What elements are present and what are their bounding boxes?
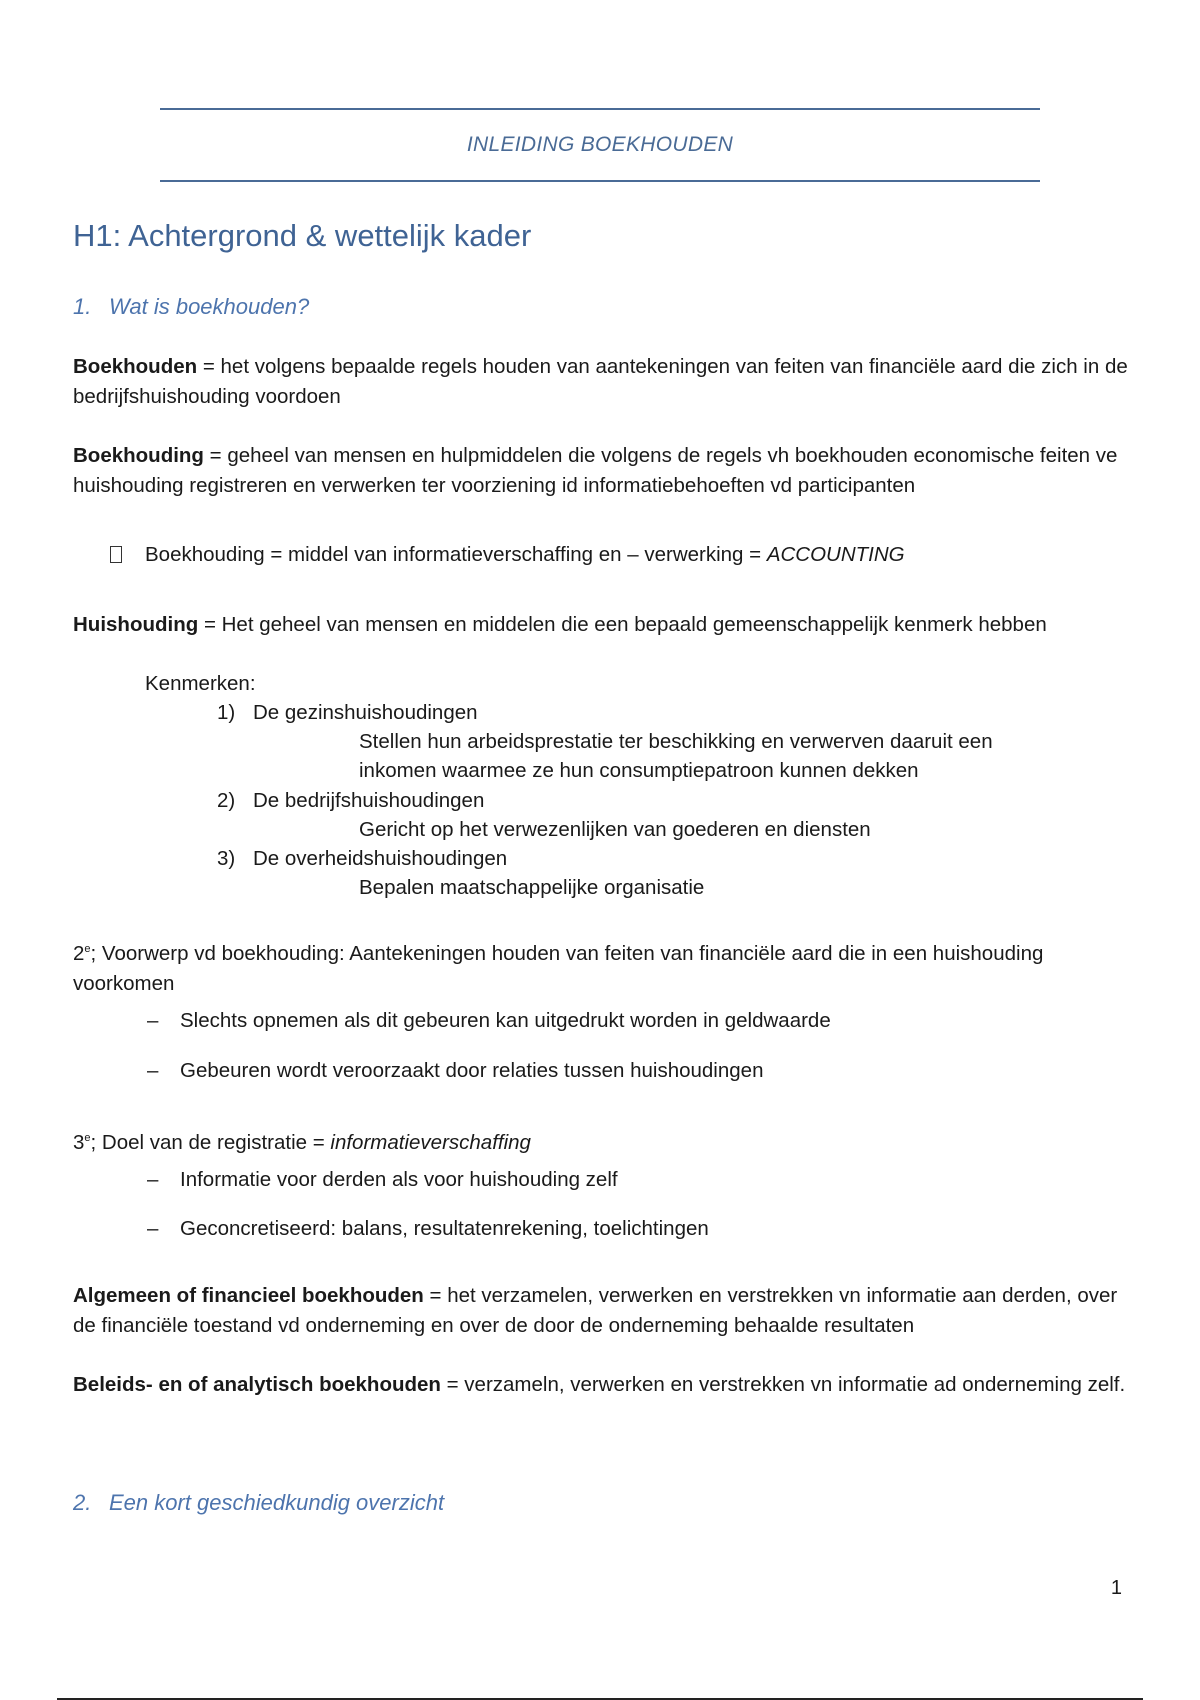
section-1-number: 1. bbox=[73, 294, 92, 319]
kenmerk-1-title: De gezinshuishoudingen bbox=[253, 701, 478, 724]
section-1-title: Wat is boekhouden? bbox=[109, 294, 310, 319]
kenmerk-2-number: 2) bbox=[217, 789, 236, 812]
term-beleid: Beleids- en of analytisch boekhouden bbox=[73, 1373, 441, 1396]
kenmerk-1-desc-line2: inkomen waarmee ze hun consumptiepatroon kunnen dekken bbox=[359, 759, 919, 782]
doel-text: ; Doel van de registratie = bbox=[90, 1130, 331, 1154]
section-2-heading bbox=[73, 1490, 444, 1516]
term-algemeen: Algemeen of financieel boekhouden bbox=[73, 1284, 424, 1307]
voorwerp-prefix: 2 bbox=[73, 941, 85, 965]
definition-algemeen-text: = het verzamelen, verwerken en verstrekken vn informatie aan derden, over de financiële toestand vd onderneming en over de door de onderneming behaalde resultaten bbox=[73, 1284, 1118, 1337]
definition-beleid bbox=[73, 1370, 1133, 1400]
checkbox-bullet-icon bbox=[110, 546, 122, 563]
definition-boekhouden bbox=[73, 352, 1133, 412]
doel-bullet-1: Informatie voor derden als voor huishouding zelf bbox=[180, 1168, 618, 1191]
definition-huishouding-text: = Het geheel van mensen en middelen die een bepaald gemeenschappelijk kenmerk hebben bbox=[198, 613, 1047, 636]
kenmerk-3-number: 3) bbox=[217, 847, 236, 870]
kenmerken-label: Kenmerken: bbox=[145, 672, 256, 695]
doel-bullet-2: Geconcretiseerd: balans, resultatenrekening, toelichtingen bbox=[180, 1217, 709, 1240]
kenmerk-2-title: De bedrijfshuishoudingen bbox=[253, 789, 485, 812]
voorwerp-text: ; Voorwerp vd boekhouding: Aantekeningen houden van feiten van financiële aard die in een huishouding voorkomen bbox=[73, 941, 1044, 995]
term-boekhouding: Boekhouding bbox=[73, 444, 204, 467]
definition-huishouding bbox=[73, 610, 1133, 640]
doel-bullet-1-dash: – bbox=[147, 1168, 159, 1191]
doel-bullet-2-dash: – bbox=[147, 1217, 159, 1240]
term-boekhouden: Boekhouden bbox=[73, 355, 198, 378]
kenmerk-1-number: 1) bbox=[217, 701, 236, 724]
kenmerk-3-title: De overheidshuishoudingen bbox=[253, 847, 508, 870]
doel-prefix: 3 bbox=[73, 1130, 85, 1154]
kenmerk-1-desc-line1: Stellen hun arbeidsprestatie ter beschikking en verwerven daaruit een bbox=[359, 730, 993, 753]
doel-line bbox=[73, 1124, 531, 1157]
doel-sup: e bbox=[84, 1132, 91, 1144]
voorwerp-sup: e bbox=[84, 943, 91, 955]
voorwerp-bullet-1-dash: – bbox=[147, 1009, 159, 1032]
section-1-heading bbox=[73, 294, 309, 320]
doel-italic: informatieverschaffing bbox=[330, 1130, 531, 1154]
definition-boekhouden-text: = het volgens bepaalde regels houden van aantekeningen van feiten van financiële aard die zich in de bedrijfshuishouding voordoen bbox=[73, 355, 1128, 408]
page-number: 1 bbox=[1110, 1577, 1122, 1599]
voorwerp-paragraph bbox=[73, 934, 1133, 999]
definition-boekhouding bbox=[73, 441, 1133, 501]
term-huishouding: Huishouding bbox=[73, 613, 199, 636]
kenmerk-2-desc-line1: Gericht op het verwezenlijken van goederen en diensten bbox=[359, 818, 871, 841]
header-top-rule bbox=[160, 108, 1040, 110]
accounting-italic: ACCOUNTING bbox=[766, 543, 905, 566]
accounting-text: Boekhouding = middel van informatieverschaffing en – verwerking = bbox=[145, 543, 767, 566]
definition-boekhouding-text: = geheel van mensen en hulpmiddelen die volgens de regels vh boekhouden economische feiten ve huishouding registreren en verwerken ter voorziening id informatiebehoeften vd participanten bbox=[73, 444, 1118, 497]
header-bottom-rule bbox=[160, 180, 1040, 182]
kenmerk-3-desc-line1: Bepalen maatschappelijke organisatie bbox=[359, 876, 705, 899]
section-2-number: 2. bbox=[73, 1490, 92, 1515]
voorwerp-bullet-2-dash: – bbox=[147, 1059, 159, 1082]
voorwerp-bullet-1: Slechts opnemen als dit gebeuren kan uitgedrukt worden in geldwaarde bbox=[180, 1009, 831, 1032]
definition-algemeen bbox=[73, 1281, 1133, 1341]
header-title: INLEIDING BOEKHOUDEN bbox=[466, 133, 734, 156]
definition-beleid-text: = verzameln, verwerken en verstrekken vn informatie ad onderneming zelf. bbox=[440, 1373, 1126, 1396]
section-2-title: Een kort geschiedkundig overzicht bbox=[109, 1490, 445, 1515]
voorwerp-bullet-2: Gebeuren wordt veroorzaakt door relaties tussen huishoudingen bbox=[180, 1059, 764, 1082]
chapter-title: H1: Achtergrond & wettelijk kader bbox=[73, 218, 532, 253]
accounting-line bbox=[145, 541, 905, 569]
